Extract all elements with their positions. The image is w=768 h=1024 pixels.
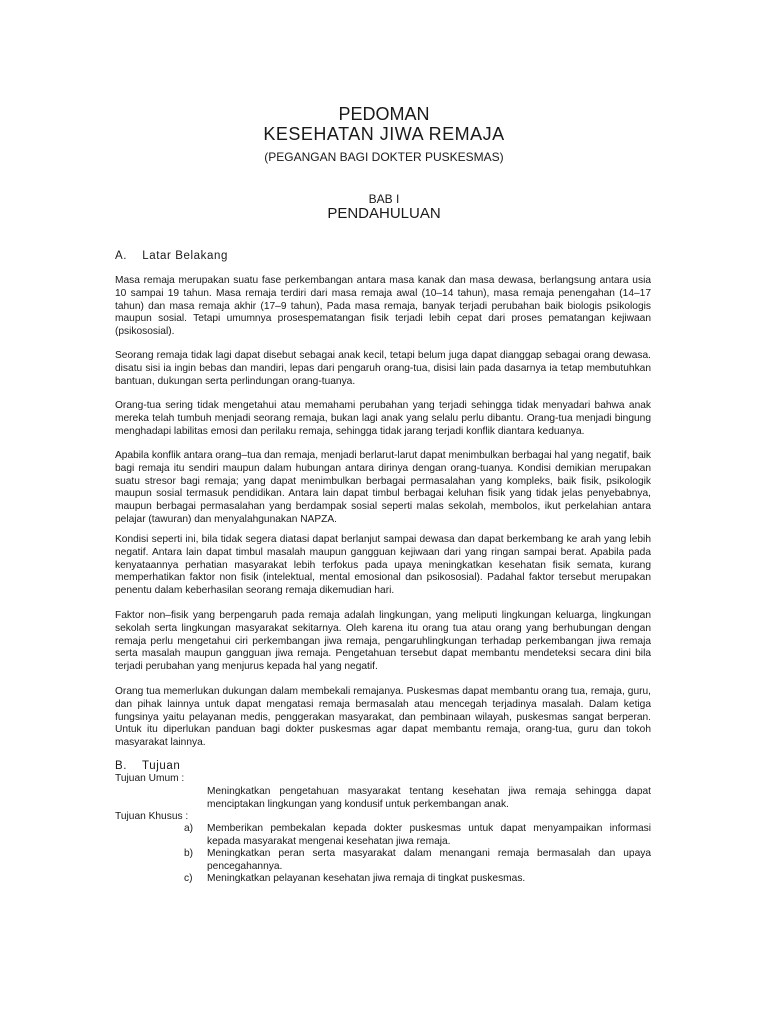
section-b-heading: B. Tujuan [115,760,181,772]
list-marker: b) [184,848,194,859]
list-item: Meningkatkan peran serta masyarakat dalam menangani remaja bermasalah dan upaya pencegahannya. [207,848,651,872]
general-goal-label: Tujuan Umum : [115,773,185,784]
paragraph: Apabila konflik antara orang–tua dan remaja, menjadi berlarut-larut dapat menimbulkan berbagai hal yang negatif, baik bagi remaja itu sendiri maupun dalam hubungan antara dirinya dengan orang-tuanya. Kondisi demikian merupakan suatu stresor bagi remaja; yang dapat menimbulkan berbagai permasalahan yang kompleks, baik fisik, psikologik maupun sosial termasuk pendidikan. Antara lain dapat timbul berbagai keluhan fisik yang tidak jelas penyebabnya, maupun berbagai permasalahan yang berdampak sosial seperti malas sekolah, membolos, ikut perkelahian antara pelajar (tawuran) dan menyalahgunakan NAPZA. [115,450,651,525]
paragraph: Orang tua memerlukan dukungan dalam membekali remajanya. Puskesmas dapat membantu orang tua, remaja, guru, dan pihak lainnya untuk dapat mengatasi remaja bermasalah atau mencegah terjadinya masalah. Dalam ketiga fungsinya yaitu pelayanan medis, penggerakan masyarakat, dan pembinaan wilayah, puskesmas sangat berperan. Untuk itu diperlukan panduan bagi dokter puskesmas agar dapat membantu remaja, orang-tua, guru dan tokoh masyarakat lainnya. [115,686,651,749]
doc-title-line2: KESEHATAN JIWA REMAJA [263,124,505,144]
doc-subtitle: (PEGANGAN BAGI DOKTER PUSKESMAS) [264,150,504,164]
paragraph: Faktor non–fisik yang berpengaruh pada remaja adalah lingkungan, yang meliputi lingkungan keluarga, lingkungan sekolah serta lingkungan masyarakat sekitarnya. Oleh karena itu orang tua atau orang yang berhubungan dengan remaja perlu mengetahui ciri perkembangan jiwa remaja, pengaruhlingkungan terhadap perkembangan jiwa remaja serta masalah maupun gangguan jiwa remaja. Pengetahuan tersebut dapat membantu mendeteksi secara dini bila terjadi perubahan yang menjurus kepada hal yang negatif. [115,610,651,673]
doc-title-line1: PEDOMAN [338,104,430,124]
chapter-number: BAB I [368,192,400,206]
specific-goal-label: Tujuan Khusus : [115,811,189,822]
list-marker: a) [184,823,194,834]
section-a-heading: A. Latar Belakang [115,250,229,262]
paragraph: Kondisi seperti ini, bila tidak segera diatasi dapat berlanjut sampai dewasa dan dapat berkembang ke arah yang lebih negatif. Antara lain dapat timbul masalah maupun gangguan kejiwaan dari yang ringan sampai berat. Apabila pada kenyataannya perhatian masyarakat lebih terfokus pada upaya meningkatkan kesehatan fisik semata, kurang memperhatikan faktor non fisik (intelektual, mental emosional dan psikososial). Padahal faktor tersebut merupakan penentu dalam keberhasilan seorang remaja dikemudian hari. [115,534,651,597]
paragraph: Masa remaja merupakan suatu fase perkembangan antara masa kanak dan masa dewasa, berlangsung antara usia 10 sampai 19 tahun. Masa remaja terdiri dari masa remaja awal (10–14 tahun), masa remaja penengahan (14–17 tahun) dan masa remaja akhir (17–9 tahun), Pada masa remaja, banyak terjadi perubahan baik biologis psikologis maupun sosial. Tetapi umumnya prosespematangan fisik terjadi lebih cepat dari proses pematangan kejiwaan (psikososial). [115,275,651,338]
chapter-title: PENDAHULUAN [327,205,441,222]
list-item: Memberikan pembekalan kepada dokter puskesmas untuk dapat menyampaikan informasi kepada masyarakat mengenai kesehatan jiwa remaja. [207,823,651,847]
general-goal-text: Meningkatkan pengetahuan masyarakat tentang kesehatan jiwa remaja sehingga dapat menciptakan lingkungan yang kondusif untuk perkembangan anak. [207,786,651,810]
list-item: Meningkatkan pelayanan kesehatan jiwa remaja di tingkat puskesmas. [207,873,526,884]
paragraph: Seorang remaja tidak lagi dapat disebut sebagai anak kecil, tetapi belum juga dapat dianggap sebagai orang dewasa. disatu sisi ia ingin bebas dan mandiri, lepas dari pengaruh orang-tua, disisi lain pada dasarnya ia tetap membutuhkan bantuan, dukungan serta perlindungan orang-tuanya. [115,350,651,387]
paragraph: Orang-tua sering tidak mengetahui atau memahami perubahan yang terjadi sehingga tidak menyadari bahwa anak mereka telah tumbuh menjadi seorang remaja, bukan lagi anak yang selalu perlu dibantu. Orang-tua menjadi bingung menghadapi labilitas emosi dan perilaku remaja, sehingga tidak jarang terjadi konflik diantara keduanya. [115,400,651,437]
list-marker: c) [184,873,193,884]
